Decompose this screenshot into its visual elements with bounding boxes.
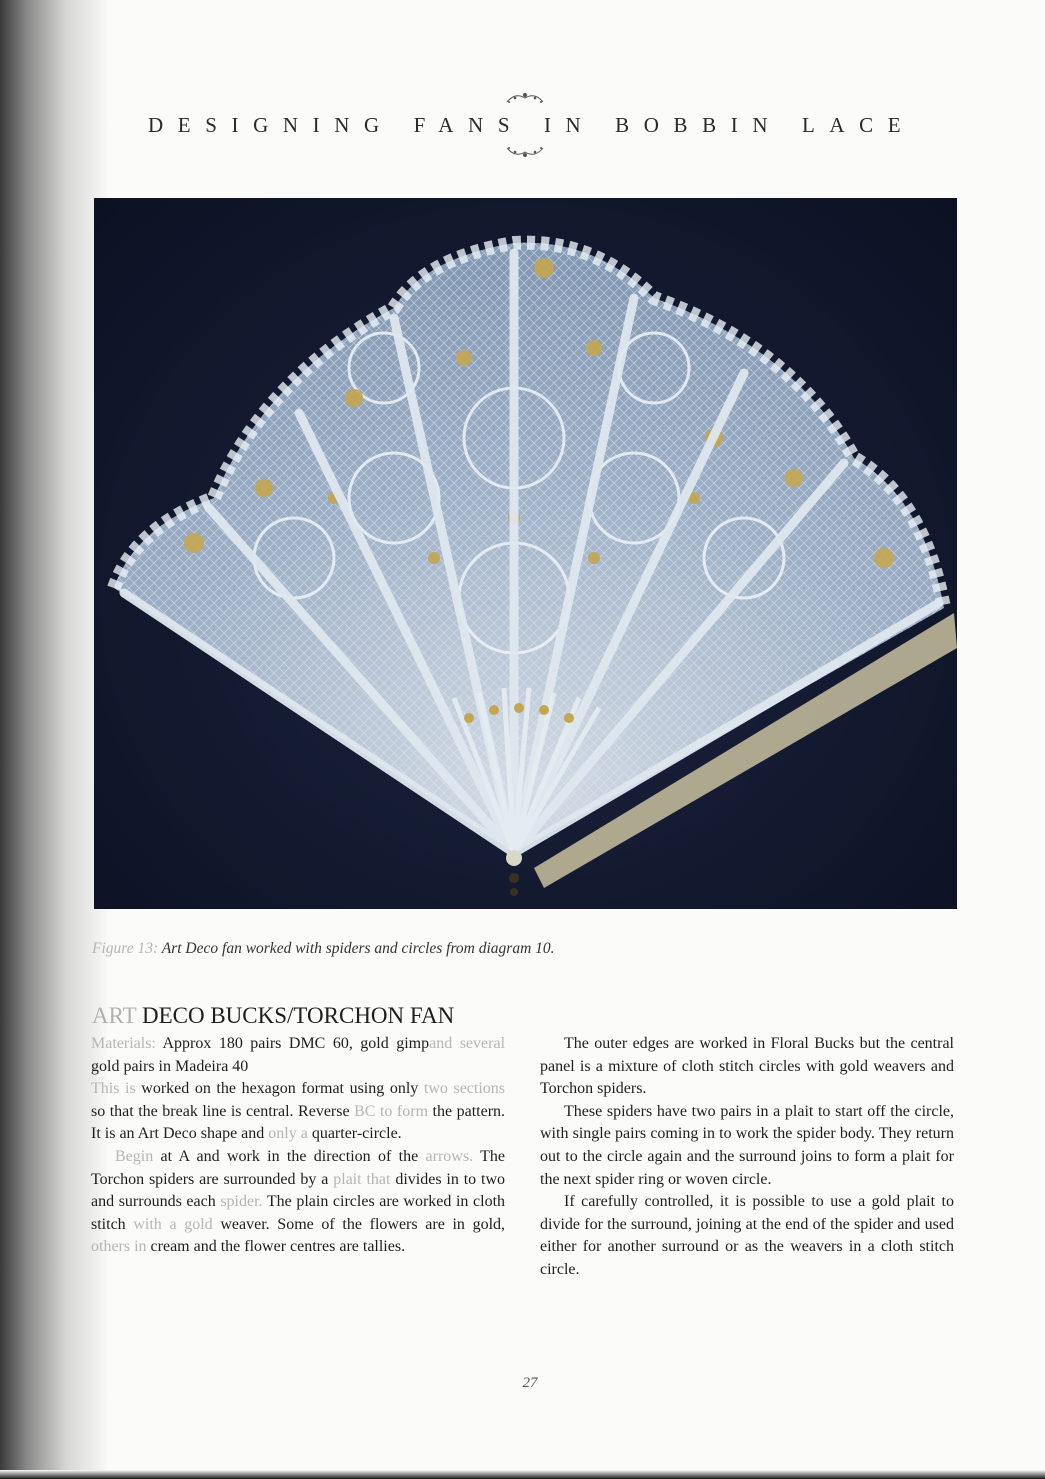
- right-column: [540, 1033, 954, 1282]
- lace-fan-illustration: [94, 198, 957, 909]
- fan-photograph: [94, 198, 957, 909]
- left-column: [91, 1033, 505, 1259]
- caption-text: Art Deco fan worked with spiders and circles from diagram 10.: [158, 940, 555, 957]
- left-line: Begin at A and work in the direction of the arrows. The Torchon spiders are surrounded by a plait that divides in to two and surrounds each spider. The plain circles are worked in cloth stitch with a gold weaver. Some of the flowers are in gold, others in cream and the flower centres are tallies.: [91, 1147, 506, 1256]
- top-ornament: [495, 90, 555, 108]
- right-paragraph-1: The outer edges are worked in Floral Bucks but the central panel is a mixture of cloth stitch circles with gold weavers and Torchon spiders.: [540, 1035, 954, 1098]
- running-head: DESIGNING FANS IN BOBBIN LACE: [148, 113, 916, 137]
- page-bottom-edge: [0, 1470, 1045, 1479]
- page-number: 27: [522, 1375, 538, 1391]
- figure-caption: [92, 940, 792, 958]
- heading-text: DECO BUCKS/TORCHON FAN: [136, 1003, 455, 1028]
- left-line: Materials: Approx 180 pairs DMC 60, gold gimpand several gold pairs in Madeira 40: [91, 1035, 506, 1075]
- heading-faded: ART: [92, 1003, 137, 1028]
- section-heading: [92, 1003, 522, 1029]
- right-paragraph-3: If carefully controlled, it is possible to use a gold plait to divide for the surround, joining at the end of the spider and used either for another surround or as the weavers in a cloth stitch circle.: [540, 1193, 954, 1278]
- right-paragraph-2: These spiders have two pairs in a plait to start off the circle, with single pairs coming in to work the spider body. They return out to the circle again and the surround joins to form a plait for the next spider ring or woven circle.: [540, 1102, 954, 1188]
- left-line: This is worked on the hexagon format using only two sections so that the break line is central. Reverse BC to form the pattern. It is an Art Deco shape and only a quarter-circle.: [91, 1080, 506, 1143]
- bottom-ornament: [495, 144, 555, 162]
- caption-label: Figure 13:: [92, 940, 159, 957]
